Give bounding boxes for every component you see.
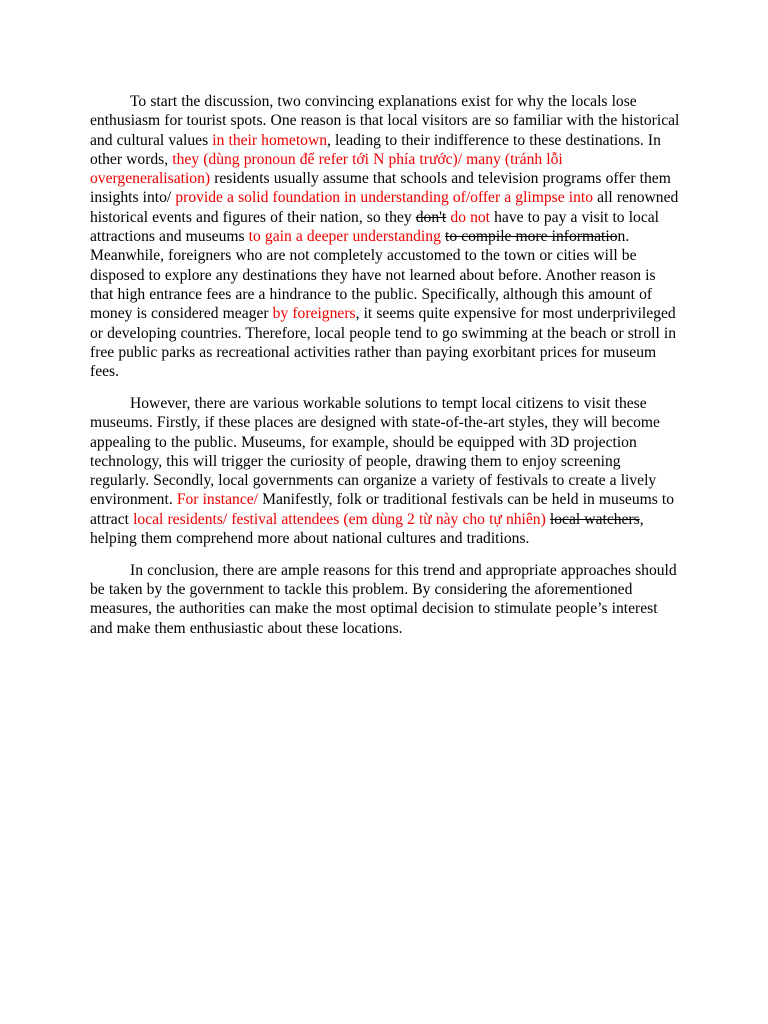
- deleted-text: don't: [415, 208, 447, 226]
- paragraph-introduction: [90, 92, 680, 381]
- correction-text: they (dùng pronoun để refer tới N phía trước)/ many (tránh lỗi overgeneralisation): [90, 150, 563, 188]
- correction-text: do not: [450, 208, 491, 226]
- correction-text: For instance/: [176, 491, 258, 509]
- text-run: To start the discussion, two convincing explanations exist for why the locals lose enthusiasm for tourist spots. One reason is that local visitors are so familiar with the historical and cultural values: [90, 93, 680, 149]
- deleted-text: to compile more informatio: [444, 228, 618, 246]
- text-run: , it seems quite expensive for most underprivileged or developing countries. Therefore, local people tend to go swimming at the beach or stroll in free public parks as recreational activities rather than paying exorbitant prices for museum fees.: [90, 305, 677, 381]
- document-page: [90, 92, 680, 651]
- correction-text: local residents/ festival attendees (em dùng 2 từ này cho tự nhiên): [133, 510, 546, 528]
- text-run: n. Meanwhile, foreigners who are not completely accustomed to the town or cities will be disposed to explore any destinations they have not learned about before. Another reason is that high entrance fees are a hindrance to the public. Specifically, although this amount of money is considered meager: [90, 228, 656, 323]
- text-run: In conclusion, there are ample reasons for this trend and appropriate approaches should be taken by the government to tackle this problem. By considering the aforementioned measures, the authorities can make the most optimal decision to stimulate people’s interest and make them enthusiastic about these locations.: [90, 561, 677, 637]
- text-run: all renowned historical events and figures of their nation, so they: [90, 189, 679, 226]
- paragraph-solutions: [90, 394, 680, 548]
- text-run: , leading to their indifference to these destinations. In other words,: [90, 131, 661, 168]
- text-run: Manifestly, folk or traditional festivals can be held in museums to attract: [90, 491, 675, 528]
- text-run: have to pay a visit to local attractions and museums: [90, 208, 660, 246]
- correction-text: provide a solid foundation in understanding of/offer a glimpse into: [175, 189, 594, 207]
- correction-text: in their hometown: [212, 131, 328, 149]
- text-run: residents usually assume that schools and television programs offer them insights into/: [90, 170, 671, 207]
- correction-text: to gain a deeper understanding: [248, 228, 441, 246]
- text-run: However, there are various workable solutions to tempt local citizens to visit these museums. Firstly, if these places are designed with state-of-the-art styles, they will become appealing to the public. Museums, for example, should be equipped with 3D projection technology, this will trigger the curiosity of people, drawing them to enjoy screening regularly. Secondly, local governments can organize a variety of festivals to create a lively environment.: [90, 394, 660, 509]
- paragraph-conclusion: [90, 561, 680, 638]
- text-run: , helping them comprehend more about national cultures and traditions.: [90, 510, 644, 548]
- correction-text: by foreigners: [272, 305, 356, 323]
- deleted-text: local watchers: [549, 510, 640, 528]
